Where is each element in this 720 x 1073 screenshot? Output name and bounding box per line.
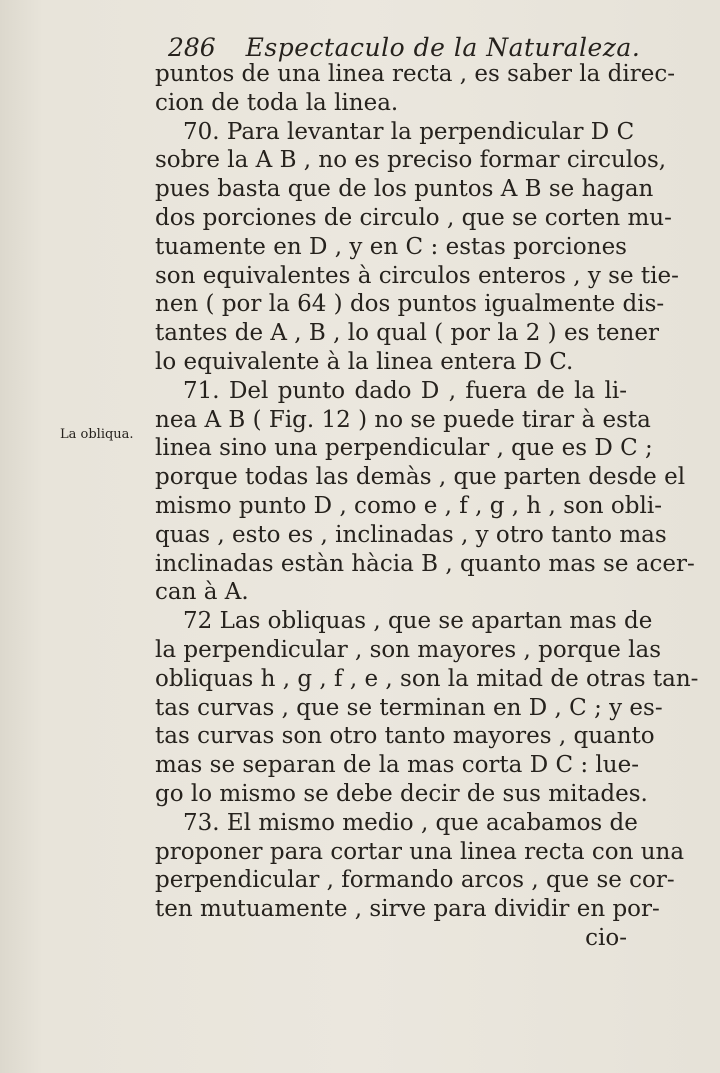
text-line: lo equivalente à la linea entera D C. xyxy=(155,348,574,375)
text-line: linea sino una perpendicular , que es D C ; xyxy=(155,435,653,462)
text-line: dos porciones de circulo , que se corten mu- xyxy=(155,204,672,231)
text-line: perpendicular , formando arcos , que se cor- xyxy=(155,867,675,894)
text-line: can à A. xyxy=(155,579,249,606)
text-line: porque todas las demàs , que parten desde el xyxy=(155,464,686,491)
text-line: nea A B ( Fig. 12 ) no se puede tirar à esta xyxy=(155,406,651,433)
text-line: sobre la A B , no es preciso formar circulos, xyxy=(155,147,667,174)
page-number: 286 xyxy=(168,33,216,62)
paragraph-70-start: 70. Para levantar la perpendicular D C xyxy=(183,118,635,145)
text-line: mismo punto D , como e , f , g , h , son obli- xyxy=(155,492,662,519)
text-line: go lo mismo se debe decir de sus mitades. xyxy=(155,780,648,807)
text-line: proponer para cortar una linea recta con una xyxy=(155,838,685,865)
text-line: obliquas h , g , f , e , son la mitad de otras tan- xyxy=(155,665,699,692)
text-line: tas curvas son otro tanto mayores , quanto xyxy=(155,723,655,750)
text-line: tas curvas , que se terminan en D , C ; y es- xyxy=(155,694,663,721)
catchword: cio- xyxy=(585,924,627,951)
text-line: son equivalentes à circulos enteros , y se tie- xyxy=(155,262,679,289)
paragraph-73-start: 73. El mismo medio , que acabamos de xyxy=(183,809,638,836)
text-line: cion de toda la linea. xyxy=(155,89,399,116)
text-line: quas , esto es , inclinadas , y otro tanto mas xyxy=(155,521,667,548)
text-line: inclinadas estàn hàcia B , quanto mas se acer- xyxy=(155,550,695,577)
paragraph-71-start: 71. Del punto dado D , fuera de la li- xyxy=(183,377,627,404)
text-line: ten mutuamente , sirve para dividir en por- xyxy=(155,896,660,923)
running-title: Espectaculo de la Naturaleza. xyxy=(245,33,641,62)
text-line: puntos de una linea recta , es saber la direc- xyxy=(155,61,675,87)
text-line: pues basta que de los puntos A B se hagan xyxy=(155,176,654,203)
text-line: nen ( por la 64 ) dos puntos igualmente dis- xyxy=(155,291,665,318)
text-line: tantes de A , B , lo qual ( por la 2 ) es tener xyxy=(155,320,659,347)
text-line: tuamente en D , y en C : estas porciones xyxy=(155,233,627,260)
text-line: la perpendicular , son mayores , porque las xyxy=(155,636,661,663)
margin-note: La obliqua. xyxy=(60,427,134,442)
text-line: mas se separan de la mas corta D C : lue- xyxy=(155,752,639,779)
paragraph-72-start: 72 Las obliquas , que se apartan mas de xyxy=(183,608,653,635)
body-text xyxy=(155,60,699,953)
